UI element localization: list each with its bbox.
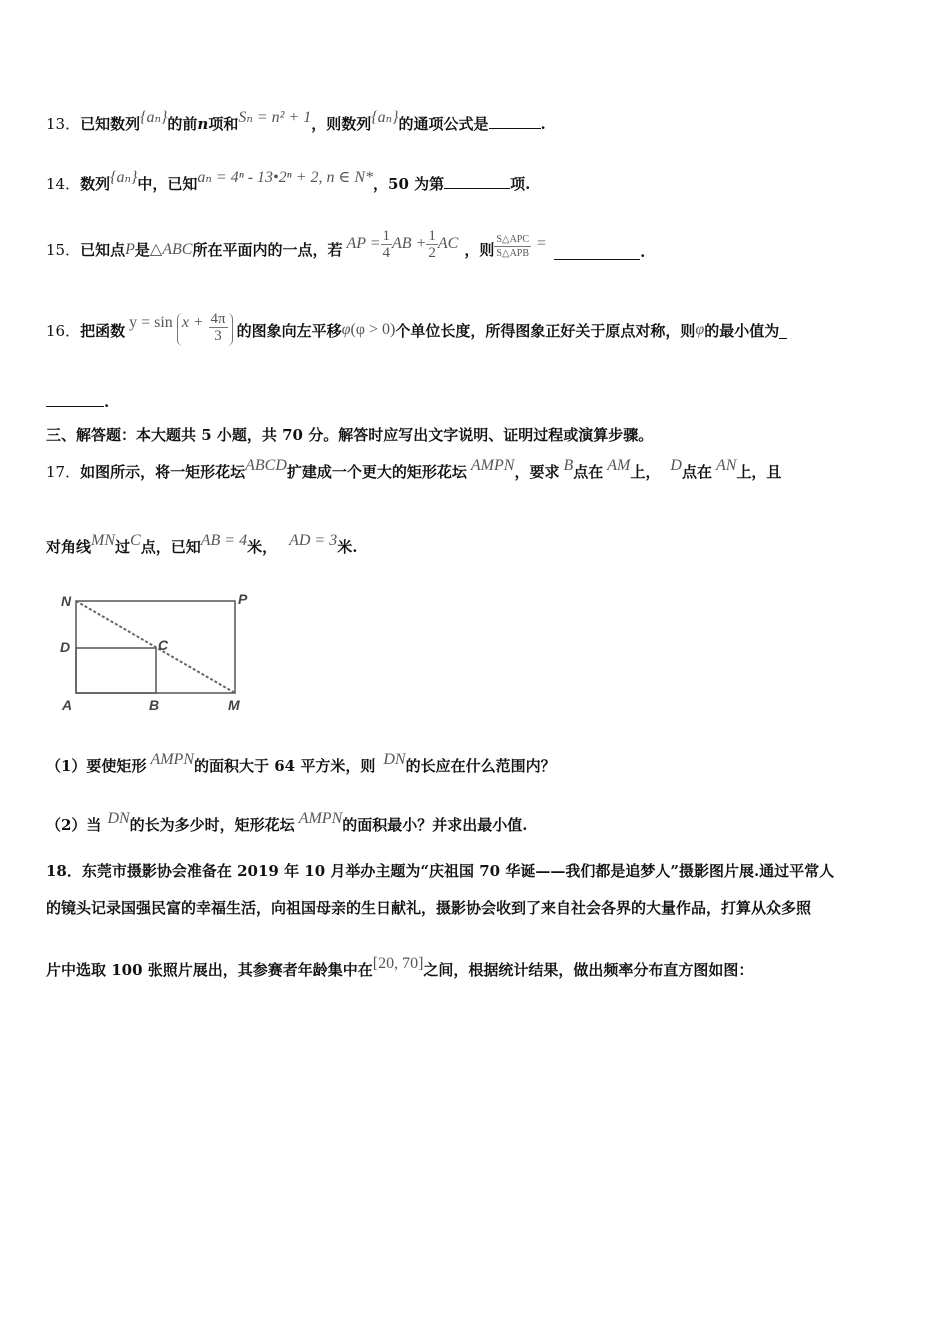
q17-part-2 [46, 810, 528, 836]
question-14 [46, 169, 531, 195]
label-d: D [60, 639, 71, 655]
q17-p1-dn: DN [383, 751, 406, 768]
q17-line2-text-2: 过 [115, 538, 131, 556]
q16-answer-blank [46, 392, 104, 407]
label-a: A [62, 697, 73, 713]
q17-ab-eq: AB = 4 [200, 532, 248, 549]
q15-number: 15． [46, 241, 81, 259]
q16-frac [209, 311, 228, 344]
q17-text-4: 点在 [573, 463, 604, 481]
q13-text-5: 的通项公式是 [398, 115, 489, 133]
label-m: M [228, 697, 240, 713]
q18-line-2: 的镜头记录国强民富的幸福生活，向祖国母亲的生日献礼，摄影协会收到了来自社会各界的大量作品，打算从众多照 [46, 899, 812, 917]
q13-answer-blank [489, 114, 541, 129]
q16-phi-2: φ [695, 321, 705, 338]
rect-abcd [76, 648, 156, 693]
q16-text-2: 的图象向左平移 [236, 322, 342, 340]
q17-p1-text-2: 的面积大于 64 平方米，则 [194, 757, 376, 775]
q15-frac-half [426, 228, 438, 261]
q15-ab: AB + [392, 235, 427, 252]
q17-text-5: 上， [630, 463, 661, 481]
q14-number: 14． [46, 175, 81, 193]
q16-number: 16． [46, 322, 81, 340]
q18-line3-text-1: 片中选取 100 张照片展出，其参赛者年龄集中在 [46, 961, 373, 979]
q17-p2-text-1: （2）当 [46, 816, 102, 834]
q16-continuation [46, 392, 109, 412]
question-16 [46, 306, 787, 356]
q13-formula: Sₙ = n² + 1 [238, 109, 312, 126]
q16-frac-num: 4π [210, 310, 226, 327]
q17-p1-text-1: （1）要使矩形 [46, 757, 147, 775]
q16-paren-group [177, 310, 233, 346]
question-17-line-1 [46, 457, 782, 483]
q15-frac-quarter-num: 1 [382, 227, 391, 244]
q17-am: AM [607, 457, 631, 474]
q15-frac-quarter [381, 228, 393, 261]
q15-ac: AC [437, 235, 459, 252]
q18-range: [20, 70] [372, 955, 424, 972]
q17-ampn: AMPN [470, 457, 515, 474]
q17-text-3: ，要求 [514, 463, 560, 481]
q13-seq: {aₙ} [140, 109, 168, 126]
q15-area-ratio-den: S△APB [496, 247, 530, 259]
label-b: B [149, 697, 160, 713]
q17-text-2: 扩建成一个更大的矩形花坛 [286, 463, 467, 481]
q15-ap: AP = [346, 235, 381, 252]
q17-text-7: 上，且 [736, 463, 782, 481]
q16-text-3: 个单位长度，所得图象正好关于原点对称，则 [395, 322, 696, 340]
q17-line2-text-1: 对角线 [46, 538, 92, 556]
q17-number: 17． [46, 463, 81, 481]
q18-line3-text-2: 之间，根据统计结果，做出频率分布直方图如图： [423, 961, 754, 979]
q15-frac-quarter-den: 4 [382, 244, 391, 261]
q17-p2-text-3: 的面积最小？并求出最小值. [342, 816, 528, 834]
q13-seq-2: {aₙ} [371, 109, 399, 126]
q16-x: x + [181, 314, 204, 331]
q13-text-1: 已知数列 [80, 115, 141, 133]
q15-area-ratio [494, 233, 531, 260]
q15-area-ratio-num: S△APC [496, 233, 530, 245]
q17-line2-text-4: 米， [247, 538, 278, 556]
q15-text-4: ，则 [464, 241, 495, 259]
q18-line-1: 18．东莞市摄影协会准备在 2019 年 10 月举办主题为“庆祖国 70 华诞——我们都是追梦人”摄影图片展.通过平常人 [46, 862, 835, 880]
q14-seq: {aₙ} [110, 169, 138, 186]
q16-frac-den: 3 [214, 327, 222, 344]
q17-text-1: 如图所示，将一矩形花坛 [80, 463, 246, 481]
q15-text-3: 所在平面内的一点，若 [192, 241, 343, 259]
q15-point-p: P [125, 241, 135, 258]
q17-ad-eq: AD = 3 [289, 532, 338, 549]
q17-abcd: ABCD [245, 457, 287, 474]
q17-d: D [670, 457, 682, 474]
q15-answer-blank [554, 245, 640, 260]
q17-line2-text-5: 米. [337, 538, 358, 556]
q15-frac-half-den: 2 [428, 244, 436, 261]
q14-text-2: 中，已知 [137, 175, 198, 193]
q17-part-1 [46, 751, 556, 777]
label-n: N [61, 593, 72, 609]
q17-figure [52, 586, 262, 716]
q13-text-4: ，则数列 [311, 115, 372, 133]
q14-formula: aₙ = 4ⁿ - 13•2ⁿ + 2, n ∈ N* [197, 169, 374, 186]
q16-blank-start [779, 324, 787, 339]
q14-answer-blank [444, 174, 510, 189]
q16-condition: (φ > 0) [350, 321, 396, 338]
q17-c: C [130, 532, 141, 549]
q14-text-4: 项. [510, 175, 531, 193]
section-3-header: 三、解答题：本大题共 5 小题，共 70 分。解答时应写出文字说明、证明过程或演算步骤。 [46, 426, 654, 444]
q15-frac-half-num: 1 [428, 227, 436, 244]
q13-text-3: 项和 [208, 115, 239, 133]
q15-triangle: △ABC [149, 241, 193, 258]
label-p: P [238, 591, 248, 607]
q16-end: . [104, 393, 110, 411]
question-13 [46, 109, 546, 135]
q17-p2-ampn: AMPN [298, 810, 343, 827]
q17-p2-dn: DN [107, 810, 130, 827]
q16-phi: φ [341, 321, 351, 338]
q15-text-1: 已知点 [80, 241, 126, 259]
q16-text-4: 的最小值为 [704, 322, 780, 340]
q15-end: . [640, 243, 646, 261]
q17-line2-text-3: 点，已知 [140, 538, 201, 556]
q14-text-3: ，50 为第 [373, 175, 445, 193]
q17-mn: MN [91, 532, 116, 549]
q17-b: B [563, 457, 574, 474]
q17-an: AN [715, 457, 737, 474]
q16-function: y = sin [129, 314, 173, 331]
q17-p1-ampn: AMPN [150, 751, 194, 768]
question-15 [46, 225, 645, 275]
q17-p1-text-3: 的长应在什么范围内？ [405, 757, 556, 775]
q16-text-1: 把函数 [80, 322, 126, 340]
q17-text-6: 点在 [681, 463, 712, 481]
q14-text-1: 数列 [80, 175, 111, 193]
label-c: C [158, 637, 169, 653]
q17-p2-text-2: 的长为多少时，矩形花坛 [129, 816, 295, 834]
q13-n: n [197, 115, 209, 133]
q13-text-2: 的前 [167, 115, 198, 133]
q18-line-3 [46, 955, 754, 981]
q13-end: . [540, 115, 546, 133]
q15-text-2: 是 [134, 241, 150, 259]
q15-equals: = [537, 235, 547, 252]
q13-number: 13． [46, 115, 81, 133]
question-17-line-2 [46, 532, 358, 558]
